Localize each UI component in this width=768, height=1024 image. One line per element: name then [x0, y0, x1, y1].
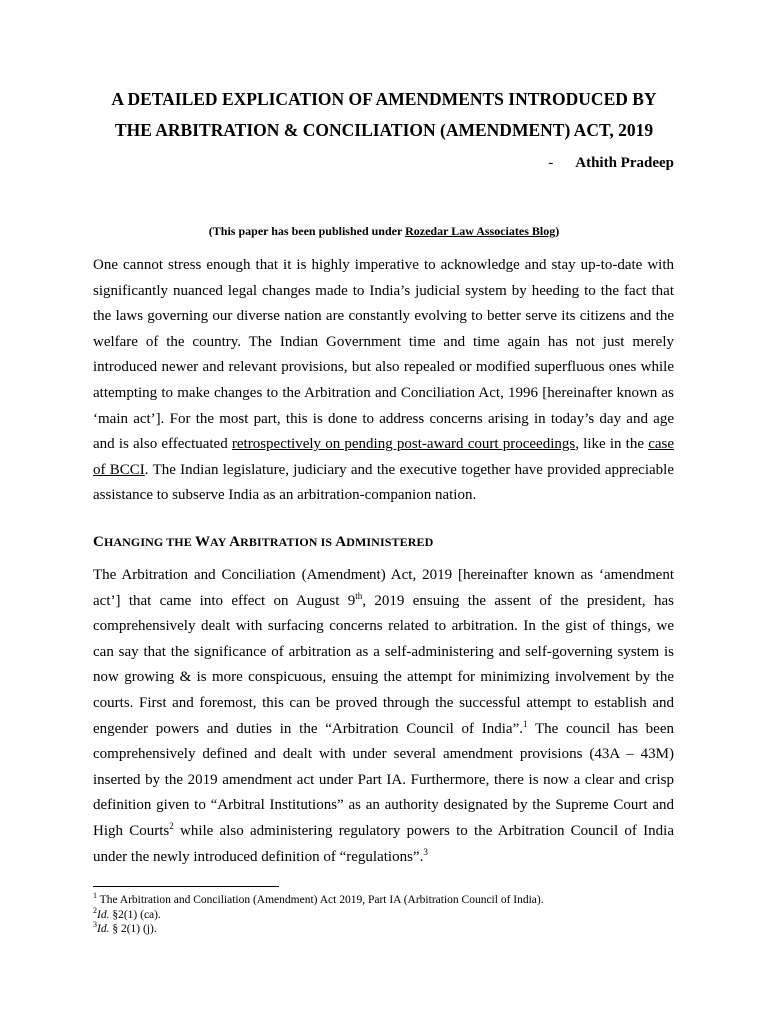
- footnote-number: 2: [93, 905, 97, 915]
- publication-note-prefix: (This paper has been published under: [208, 224, 406, 238]
- footnote-text: §2(1) (ca).: [109, 908, 161, 921]
- body-text-2: , 2019 ensuing the assent of the president, has comprehensively dealt with surfacing concerns related to arbitration. In the gist of things, we can say that the significance of arbitration as a self-administering and self-governing system is now growing & is more conspicuous, ensuing the attempt for minimizing involvement by the courts. First and foremost, this can be proved through the successful attempt to establish and engender powers and duties in the “Arbitration Council of India”.: [93, 592, 674, 737]
- footnote-ref-3[interactable]: 3: [423, 846, 428, 857]
- blog-link[interactable]: Rozedar Law Associates Blog: [405, 224, 556, 238]
- heading-cap-2: W: [194, 534, 211, 550]
- heading-rest-2: AY: [210, 535, 230, 549]
- heading-rest-4: DMINISTERED: [346, 535, 434, 549]
- document-title: [60, 84, 708, 146]
- title-line-2: THE ARBITRATION & CONCILIATION (AMENDMENT) ACT, 2019: [114, 120, 654, 140]
- body-text-1: The Arbitration and Conciliation (Amendment) Act, 2019 [hereinafter known as ‘amendment act’] that came into effect on August 9: [93, 567, 674, 609]
- footnote-text: The Arbitration and Conciliation (Amendment) Act 2019, Part IA (Arbitration Council of India).: [97, 894, 544, 906]
- footnote-number: 3: [93, 920, 97, 930]
- footnote-italic: Id.: [97, 923, 110, 936]
- bcci-case-link[interactable]: case of BCCI: [93, 436, 674, 478]
- intro-text-1: One cannot stress enough that it is highly imperative to acknowledge and stay up-to-date with significantly nuanced legal changes made to India’s judicial system by heeding to the fact that the laws governing our diverse nation are constantly evolving to better serve its citizens and the welfare of the country. The Indian Government time and time again has not just merely introduced newer and relevant provisions, but also repealed or modified superfluous ones while attempting to make changes to the Arbitration and Conciliation Act, 1996 [hereinafter known as ‘main act’]. For the most part, this is done to address concerns arising in today’s day and age and is also effectuated: [93, 257, 674, 453]
- author-name: Athith Pradeep: [575, 155, 674, 171]
- footnotes: [93, 893, 674, 937]
- intro-text-3: . The Indian legislature, judiciary and the executive together have provided appreciable assistance to subserve India as an arbitration-companion nation.: [93, 461, 674, 504]
- intro-paragraph: [93, 253, 674, 509]
- ordinal-superscript: th: [355, 590, 363, 601]
- body-paragraph: [93, 563, 674, 870]
- heading-cap-3: A: [229, 534, 241, 550]
- footnote-italic: Id.: [97, 908, 110, 921]
- footnote-3: [93, 922, 674, 937]
- heading-cap-4: A: [335, 534, 347, 550]
- footnote-2: [93, 905, 674, 923]
- title-line-1: A DETAILED EXPLICATION OF AMENDMENTS INTRODUCED BY: [111, 89, 657, 109]
- publication-note: [0, 224, 768, 239]
- body-text-4: while also administering regulatory powers to the Arbitration Council of India under the newly introduced definition of “regulations”.: [93, 822, 674, 865]
- author-dash: -: [548, 155, 554, 171]
- footnote-number: 1: [93, 891, 97, 901]
- body-text-3: The council has been comprehensively defined and dealt with under several amendment provisions (43A – 43M) inserted by the 2019 amendment act under Part IA. Furthermore, there is now a clear and crisp definition given to “Arbitral Institutions” as an authority designated by the Supreme Court and High Courts: [93, 720, 674, 839]
- heading-rest-3: RBITRATION IS: [240, 535, 336, 549]
- retrospective-link[interactable]: retrospectively on pending post-award court proceedings: [231, 436, 576, 453]
- intro-text-2: , like in the: [575, 436, 649, 453]
- footnote-text: § 2(1) (j).: [109, 923, 157, 936]
- footnote-ref-2[interactable]: 2: [169, 820, 174, 831]
- footnote-divider: [93, 886, 279, 887]
- heading-cap-1: C: [93, 534, 104, 550]
- footnote-1: [93, 893, 674, 908]
- section-heading: [93, 534, 433, 551]
- publication-note-suffix: ): [555, 224, 560, 238]
- footnote-ref-1[interactable]: 1: [523, 718, 528, 729]
- author-line: [548, 155, 674, 172]
- heading-rest-1: HANGING THE: [103, 535, 195, 549]
